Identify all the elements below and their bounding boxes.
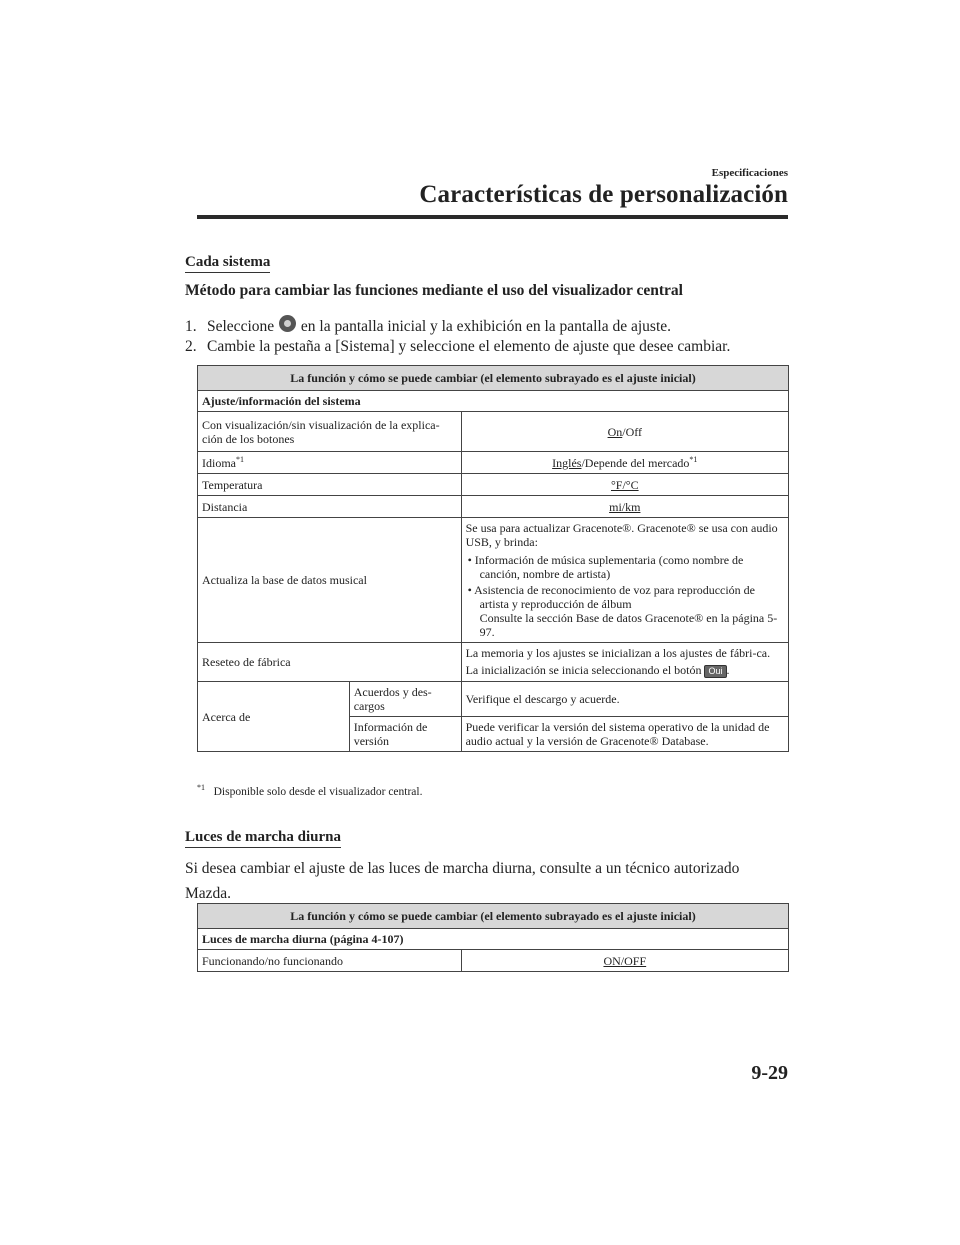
row-value-version-info: Puede verificar la versión del sistema operativo de la unidad de audio actual y la versión de Gracenote® Database. — [461, 717, 788, 752]
table-row — [198, 452, 789, 474]
step-2-number: 2. — [185, 338, 197, 355]
list-item: • Información de música suplementaria (como nombre de canción, nombre de artista) — [467, 553, 744, 581]
label-text: Idioma — [202, 455, 236, 470]
row-sublabel-agreements: Acuerdos y des-cargos — [349, 682, 461, 717]
bullet-text: Información de música suplementaria (como nombre de canción, nombre de artista) — [474, 553, 744, 581]
header-rule — [197, 215, 788, 219]
step-1-text-pre: Seleccione — [207, 318, 275, 335]
table-row — [198, 643, 789, 682]
factory-reset-instruction: La inicialización se inicia seleccionando el botón Oui . — [465, 663, 730, 677]
table-row — [198, 496, 789, 518]
row-label-idioma — [198, 452, 462, 474]
list-item: • Asistencia de reconocimiento de voz para reproducción de artista y reproducción de álbum — [467, 583, 756, 611]
daytime-lights-table — [197, 903, 789, 972]
table-row — [198, 682, 789, 717]
table2-header: La función y cómo se puede cambiar (el elemento subrayado es el ajuste inicial) — [198, 904, 789, 929]
music-db-reference: Consulte la sección Base de datos Gracenote® en la página 5-97. — [479, 611, 778, 639]
value-default: °F/°C — [610, 477, 639, 492]
value-rest: /Depende del mercado — [581, 455, 690, 470]
table-row — [198, 474, 789, 496]
system-settings-table — [197, 365, 789, 752]
row-value-factory-reset — [461, 643, 788, 682]
table-row — [198, 518, 789, 643]
table-row — [198, 412, 789, 452]
section-title-cada-sistema: Cada sistema — [185, 254, 270, 273]
row-value-button-explanation — [461, 412, 788, 452]
step-1-text-post: en la pantalla inicial y la exhibición en la pantalla de ajuste. — [300, 318, 672, 335]
row-value-funcionando — [461, 950, 788, 972]
row-label-factory-reset: Reseteo de fábrica — [198, 643, 462, 682]
table1-subheader: Ajuste/información del sistema — [198, 391, 789, 412]
row-sublabel-version-info: Información de versión — [349, 717, 461, 752]
value-default: On — [607, 424, 623, 439]
section-title-luces: Luces de marcha diurna — [185, 829, 341, 848]
footnote-text: Disponible solo desde el visualizador central. — [213, 786, 423, 798]
table2-subheader: Luces de marcha diurna (página 4-107) — [198, 929, 789, 950]
running-header-title: Características de personalización — [419, 181, 788, 208]
instruction-text: La inicialización se inicia seleccionando el botón — [465, 663, 702, 677]
value-rest: /Off — [622, 424, 643, 439]
row-label-button-explanation: Con visualización/sin visualización de la explica-ción de los botones — [198, 412, 462, 452]
page-number: 9-29 — [751, 1062, 788, 1084]
row-value-distancia — [461, 496, 788, 518]
row-label-acerca-de: Acerca de — [198, 682, 350, 752]
step-1 — [185, 315, 671, 336]
footnote-mark: *1 — [197, 783, 205, 792]
settings-gear-icon — [279, 315, 296, 332]
table-row — [198, 950, 789, 972]
step-1-number: 1. — [185, 318, 197, 335]
row-value-idioma — [461, 452, 788, 474]
footnote-mark: *1 — [689, 454, 698, 464]
step-2-text: Cambie la pestaña a [Sistema] y seleccione el elemento de ajuste que desee cambiar. — [207, 338, 731, 355]
footnote — [197, 783, 423, 798]
method-heading: Método para cambiar las funciones mediante el uso del visualizador central — [185, 282, 683, 299]
running-header-section: Especificaciones — [711, 167, 788, 179]
value-default: Inglés — [552, 455, 582, 470]
value-rest: /OFF — [620, 953, 647, 968]
music-db-description: Se usa para actualizar Gracenote®. Gracenote® se usa con audio USB, y brinda: — [465, 521, 778, 549]
row-value-music-database — [461, 518, 788, 643]
row-label-distancia: Distancia — [198, 496, 462, 518]
luces-paragraph: Si desea cambiar el ajuste de las luces de marcha diurna, consulte a un técnico autorizado Mazda. — [185, 860, 740, 902]
row-value-agreements: Verifique el descargo y acuerde. — [461, 682, 788, 717]
bullet-text: Asistencia de reconocimiento de voz para reproducción de artista y reproducción de álbum — [474, 583, 756, 611]
table1-header: La función y cómo se puede cambiar (el elemento subrayado es el ajuste inicial) — [198, 366, 789, 391]
factory-reset-description: La memoria y los ajustes se inicializan a los ajustes de fábri-ca. — [465, 646, 771, 660]
footnote-mark: *1 — [236, 454, 244, 464]
oui-button-icon: Oui — [704, 665, 726, 678]
row-value-temperatura — [461, 474, 788, 496]
value-default: ON — [603, 953, 621, 968]
row-label-temperatura: Temperatura — [198, 474, 462, 496]
row-label-funcionando: Funcionando/no funcionando — [198, 950, 462, 972]
row-label-music-database: Actualiza la base de datos musical — [198, 518, 462, 643]
value-default: mi/km — [609, 499, 641, 514]
step-2 — [185, 338, 730, 356]
